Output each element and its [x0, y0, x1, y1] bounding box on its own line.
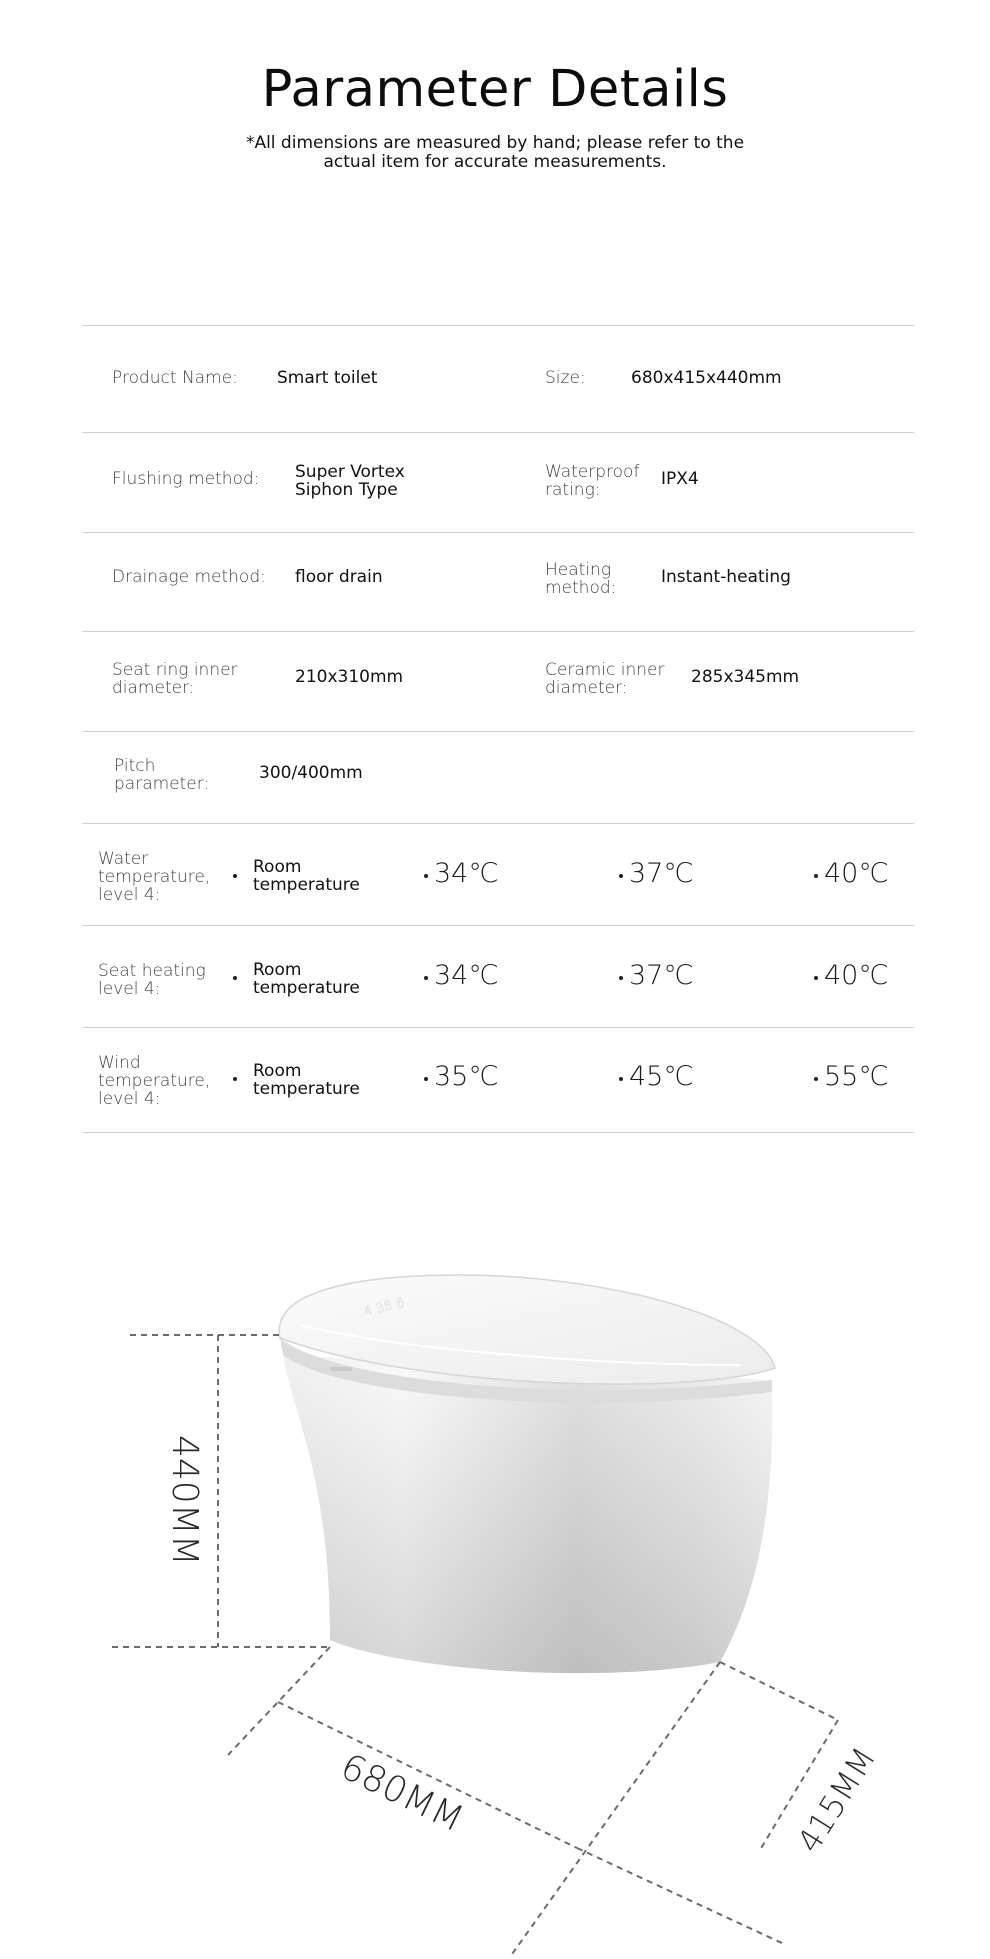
product-name-label: Product Name:: [112, 368, 238, 388]
divider: [82, 731, 914, 732]
flushing-method-label: Flushing method:: [112, 469, 260, 489]
bullet-dot: [233, 1077, 237, 1081]
wind-temp-label-line-2: temperature,: [98, 1071, 211, 1091]
flushing-method-value-line-2: Siphon Type: [295, 480, 398, 500]
side-button: [330, 1367, 352, 1371]
heating-method-label-line-1: Heating: [545, 560, 612, 580]
wind-temp-level-4: 55℃: [824, 1061, 889, 1092]
bullet-dot: [424, 976, 428, 980]
bullet-dot: [424, 1077, 428, 1081]
measurement-note-line-2: actual item for accurate measurements.: [323, 152, 667, 172]
size-label: Size:: [545, 368, 586, 388]
pitch-label-line-1: Pitch: [114, 756, 156, 776]
toilet-body-shade: [283, 1355, 772, 1673]
measurement-note-line-1: *All dimensions are measured by hand; please refer to the: [245, 133, 745, 153]
depth-dimension-label: 415MM: [789, 1740, 884, 1860]
page-title: Parameter Details: [261, 60, 729, 119]
height-dimension-label: 440MM: [164, 1435, 205, 1566]
wind-temp-label-line-3: level 4:: [98, 1089, 161, 1109]
seat-ring-label-line-1: Seat ring inner: [112, 660, 238, 680]
toilet-dimension-diagram: [0, 1230, 990, 1959]
bullet-dot: [424, 874, 428, 878]
wind-temp-label-line-1: Wind: [98, 1053, 141, 1073]
ceramic-diameter-value: 285x345mm: [691, 667, 800, 687]
drainage-method-label: Drainage method:: [112, 567, 266, 587]
product-name-value: Smart toilet: [277, 368, 378, 388]
wind-temp-level-3: 45℃: [629, 1061, 694, 1092]
measurement-note: [0, 134, 990, 172]
divider: [82, 1027, 914, 1028]
seat-heating-room-line-1: Room: [253, 960, 302, 980]
flushing-method-value-line-1: Super Vortex: [295, 462, 405, 482]
waterproof-rating-value: IPX4: [661, 469, 699, 489]
seat-heating-level-2: 34℃: [434, 960, 499, 991]
divider: [82, 823, 914, 824]
ceramic-diameter-label-line-1: Ceramic inner: [545, 660, 665, 680]
bullet-dot: [619, 874, 623, 878]
waterproof-rating-label-line-2: rating:: [545, 480, 601, 500]
ceramic-diameter-label-line-2: diameter:: [545, 678, 628, 698]
water-temp-label-line-3: level 4:: [98, 885, 161, 905]
bullet-dot: [233, 874, 237, 878]
wind-temp-room-line-1: Room: [253, 1061, 302, 1081]
seat-ring-value: 210x310mm: [295, 667, 404, 687]
water-temp-room-line-2: temperature: [253, 875, 360, 895]
bullet-dot: [233, 976, 237, 980]
water-temp-level-2: 34℃: [434, 858, 499, 889]
seat-heating-label-line-1: Seat heating: [98, 961, 206, 981]
divider: [82, 1132, 914, 1133]
heating-method-label-line-2: method:: [545, 578, 617, 598]
lid-display-readout: 4 38 6: [362, 1295, 407, 1320]
wind-temp-level-2: 35℃: [434, 1061, 499, 1092]
heating-method-value: Instant-heating: [661, 567, 791, 587]
water-temp-label-line-2: temperature,: [98, 867, 211, 887]
divider: [82, 325, 914, 326]
length-right-guide: [510, 1662, 720, 1957]
depth-back-guide: [577, 1848, 784, 1944]
wind-temp-room-line-2: temperature: [253, 1079, 360, 1099]
waterproof-rating-label-line-1: Waterproof: [545, 462, 640, 482]
pitch-value: 300/400mm: [259, 763, 363, 783]
water-temp-level-4: 40℃: [824, 858, 889, 889]
toilet-illustration: [279, 1275, 775, 1673]
water-temp-level-3: 37℃: [629, 858, 694, 889]
water-temp-room-line-1: Room: [253, 857, 302, 877]
bullet-dot: [619, 1077, 623, 1081]
bullet-dot: [814, 976, 818, 980]
divider: [82, 432, 914, 433]
divider: [82, 631, 914, 632]
seat-ring-label-line-2: diameter:: [112, 678, 195, 698]
divider: [82, 532, 914, 533]
water-temp-label-line-1: Water: [98, 849, 149, 869]
seat-heating-level-4: 40℃: [824, 960, 889, 991]
drainage-method-value: floor drain: [295, 567, 383, 587]
seat-heating-label-line-2: level 4:: [98, 979, 161, 999]
bullet-dot: [619, 976, 623, 980]
length-dimension-label: 680MM: [334, 1746, 470, 1841]
length-left-guide: [228, 1647, 330, 1755]
size-value: 680x415x440mm: [631, 368, 782, 388]
seat-heating-room-line-2: temperature: [253, 978, 360, 998]
seat-heating-level-3: 37℃: [629, 960, 694, 991]
bullet-dot: [814, 1077, 818, 1081]
depth-front-guide: [720, 1662, 838, 1720]
divider: [82, 925, 914, 926]
bullet-dot: [814, 874, 818, 878]
pitch-label-line-2: parameter:: [114, 774, 210, 794]
